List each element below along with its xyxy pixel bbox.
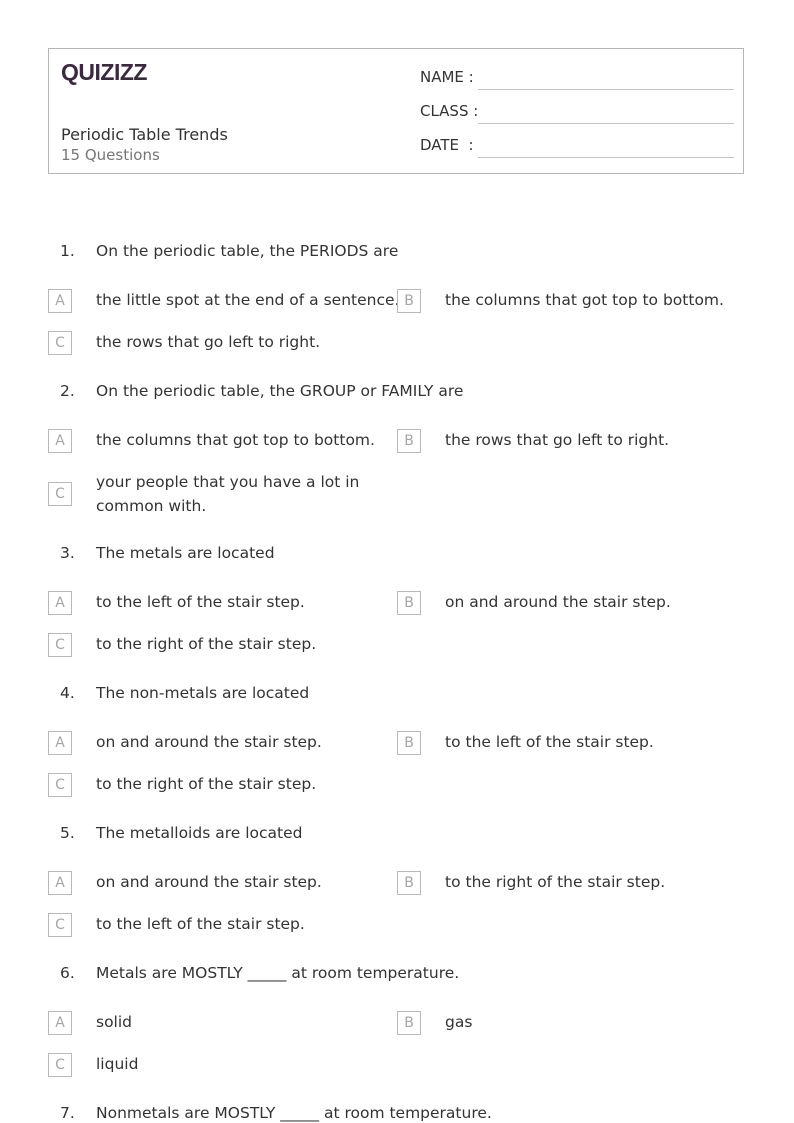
worksheet-header	[48, 48, 744, 174]
option-a-box[interactable]: A	[48, 1011, 72, 1035]
question-text: The metalloids are located	[96, 824, 303, 842]
option-c-text: liquid	[96, 1055, 139, 1073]
option-c-text: to the left of the stair step.	[96, 915, 305, 933]
date-line[interactable]	[478, 157, 734, 158]
question-count: 15 Questions	[61, 146, 160, 164]
date-field[interactable]	[420, 136, 734, 160]
class-line[interactable]	[478, 123, 734, 124]
option-a-text: solid	[96, 1013, 133, 1031]
question-text: Nonmetals are MOSTLY _____ at room temperature.	[96, 1104, 492, 1122]
question-text: Metals are MOSTLY _____ at room temperature.	[96, 964, 460, 982]
worksheet-title: Periodic Table Trends	[61, 125, 228, 144]
question-number: 3.	[60, 544, 75, 562]
svg-text:QUIZIZZ: QUIZIZZ	[61, 59, 147, 85]
question-text: On the periodic table, the PERIODS are	[96, 242, 399, 260]
option-c-text: to the right of the stair step.	[96, 635, 317, 653]
option-b-box[interactable]: B	[397, 591, 421, 615]
name-line[interactable]	[478, 89, 734, 90]
option-a-text: the columns that got top to bottom.	[96, 431, 375, 449]
option-a-text: on and around the stair step.	[96, 873, 322, 891]
option-c-box[interactable]: C	[48, 773, 72, 797]
option-b-text: on and around the stair step.	[445, 593, 671, 611]
option-a-text: the little spot at the end of a sentence.	[96, 291, 400, 309]
class-label: CLASS :	[420, 102, 479, 120]
question-number: 2.	[60, 382, 75, 400]
question-number: 5.	[60, 824, 75, 842]
option-c-text: to the right of the stair step.	[96, 775, 317, 793]
question-text: The non-metals are located	[96, 684, 310, 702]
option-b-box[interactable]: B	[397, 429, 421, 453]
option-c-box[interactable]: C	[48, 331, 72, 355]
option-a-text: on and around the stair step.	[96, 733, 322, 751]
option-b-text: to the right of the stair step.	[445, 873, 666, 891]
name-label: NAME :	[420, 68, 474, 86]
option-a-box[interactable]: A	[48, 429, 72, 453]
question-number: 6.	[60, 964, 75, 982]
option-a-box[interactable]: A	[48, 731, 72, 755]
quizizz-logo	[61, 58, 153, 88]
option-c-box[interactable]: C	[48, 482, 72, 506]
option-b-box[interactable]: B	[397, 1011, 421, 1035]
question-number: 4.	[60, 684, 75, 702]
option-b-text: the columns that got top to bottom.	[445, 291, 724, 309]
option-b-box[interactable]: B	[397, 871, 421, 895]
option-a-box[interactable]: A	[48, 591, 72, 615]
option-b-text: to the left of the stair step.	[445, 733, 654, 751]
option-c-box[interactable]: C	[48, 1053, 72, 1077]
option-b-text: gas	[445, 1013, 473, 1031]
question-text: On the periodic table, the GROUP or FAMILY are	[96, 382, 464, 400]
option-a-box[interactable]: A	[48, 289, 72, 313]
date-label: DATE :	[420, 136, 474, 154]
option-b-box[interactable]: B	[397, 731, 421, 755]
name-field[interactable]	[420, 68, 734, 92]
option-b-box[interactable]: B	[397, 289, 421, 313]
option-c-box[interactable]: C	[48, 633, 72, 657]
option-a-box[interactable]: A	[48, 871, 72, 895]
option-c-text: the rows that go left to right.	[96, 333, 321, 351]
option-c-text: your people that you have a lot in common with.	[96, 473, 360, 515]
question-number: 1.	[60, 242, 75, 260]
question-text: The metals are located	[96, 544, 275, 562]
class-field[interactable]	[420, 102, 734, 126]
question-number: 7.	[60, 1104, 75, 1122]
quizizz-logo-mark	[61, 58, 153, 88]
option-c-box[interactable]: C	[48, 913, 72, 937]
option-b-text: the rows that go left to right.	[445, 431, 670, 449]
option-a-text: to the left of the stair step.	[96, 593, 305, 611]
